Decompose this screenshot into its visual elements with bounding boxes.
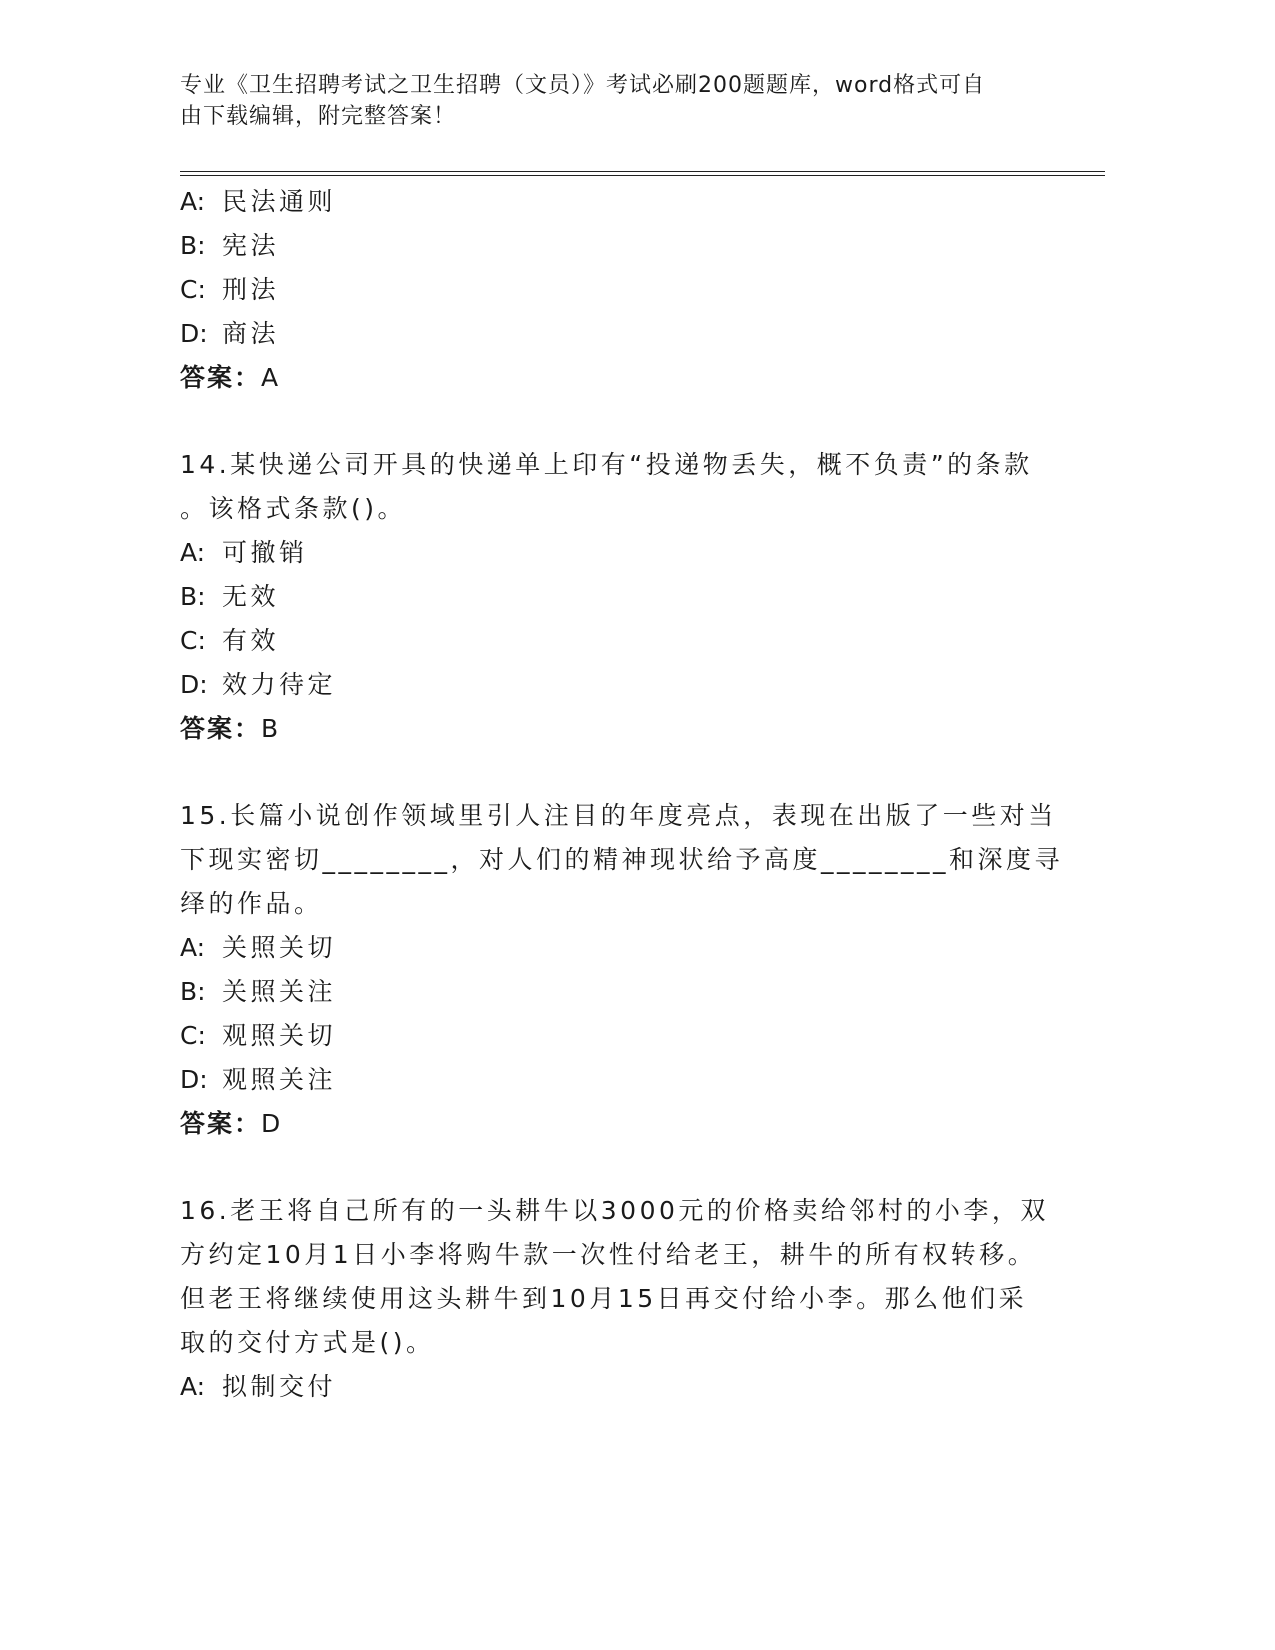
option-letter: C:: [180, 275, 206, 304]
option-text: 民法通则: [222, 187, 337, 216]
option-text: 无效: [222, 582, 280, 611]
option-letter: A:: [180, 933, 206, 962]
question-text-line: 。该格式条款()。: [180, 494, 407, 523]
question-13-block: [180, 180, 1040, 400]
question-16-block: [180, 1189, 1049, 1409]
option-letter: A:: [180, 538, 206, 567]
question-text-line: 取的交付方式是()。: [180, 1328, 435, 1357]
question-text: [180, 794, 1064, 926]
question-text: [180, 1189, 1049, 1365]
option-text: 关照关切: [222, 933, 337, 962]
answer-value: A: [261, 363, 281, 392]
option-text: 刑法: [222, 275, 280, 304]
option-a: [180, 531, 1040, 575]
answer-label: 答案：: [180, 1109, 262, 1138]
option-text: 效力待定: [222, 670, 337, 699]
answer-label: 答案：: [180, 714, 262, 743]
option-c: [180, 619, 1040, 663]
question-text: [180, 443, 1040, 531]
answer-value: B: [261, 714, 281, 743]
option-text: 有效: [222, 626, 280, 655]
option-letter: D:: [180, 670, 208, 699]
option-d: [180, 663, 1040, 707]
option-letter: B:: [180, 231, 206, 260]
answer-value: D: [261, 1109, 283, 1138]
question-text-line: 但老王将继续使用这头耕牛到10月15日再交付给小李。那么他们采: [180, 1284, 1028, 1313]
question-text-line: 14.某快递公司开具的快递单上印有“投递物丢失，概不负责”的条款: [180, 450, 1033, 479]
option-b: [180, 970, 1040, 1014]
header-line-2: 由下载编辑，附完整答案！: [180, 104, 457, 129]
option-text: 宪法: [222, 231, 280, 260]
option-a: [180, 180, 1040, 224]
option-text: 拟制交付: [222, 1372, 337, 1401]
option-letter: D:: [180, 319, 208, 348]
question-text-line: 15.长篇小说创作领域里引人注目的年度亮点，表现在出版了一些对当: [180, 801, 1057, 830]
option-text: 观照关切: [222, 1021, 337, 1050]
option-letter: A:: [180, 187, 206, 216]
option-text: 关照关注: [222, 977, 337, 1006]
option-text: 可撤销: [222, 538, 308, 567]
question-text-line: 绎的作品。: [180, 889, 323, 918]
answer-label: 答案：: [180, 363, 262, 392]
option-text: 商法: [222, 319, 280, 348]
question-15-block: [180, 794, 1064, 1146]
question-text-line: 下现实密切________，对人们的精神现状给予高度________和深度寻: [180, 845, 1064, 874]
option-d: [180, 1058, 1040, 1102]
option-a: [180, 1365, 1040, 1409]
answer-line: [180, 707, 1040, 751]
option-letter: C:: [180, 1021, 206, 1050]
option-letter: A:: [180, 1372, 206, 1401]
option-letter: B:: [180, 977, 206, 1006]
answer-line: [180, 1102, 1040, 1146]
option-text: 观照关注: [222, 1065, 337, 1094]
option-c: [180, 1014, 1040, 1058]
header-line-1: 专业《卫生招聘考试之卫生招聘（文员）》考试必刷200题题库，word格式可自: [180, 73, 986, 98]
option-letter: B:: [180, 582, 206, 611]
option-letter: D:: [180, 1065, 208, 1094]
header-divider-top: [180, 171, 1105, 172]
answer-line: [180, 356, 1040, 400]
option-b: [180, 224, 1040, 268]
question-text-line: 16.老王将自己所有的一头耕牛以3000元的价格卖给邻村的小李，双: [180, 1196, 1049, 1225]
option-a: [180, 926, 1040, 970]
option-b: [180, 575, 1040, 619]
header-divider-bottom: [180, 175, 1105, 176]
option-letter: C:: [180, 626, 206, 655]
question-list: [180, 180, 1064, 1409]
option-d: [180, 312, 1040, 356]
question-14-block: [180, 443, 1040, 751]
document-header: [180, 70, 1040, 132]
question-text-line: 方约定10月1日小李将购牛款一次性付给老王，耕牛的所有权转移。: [180, 1240, 1037, 1269]
option-c: [180, 268, 1040, 312]
